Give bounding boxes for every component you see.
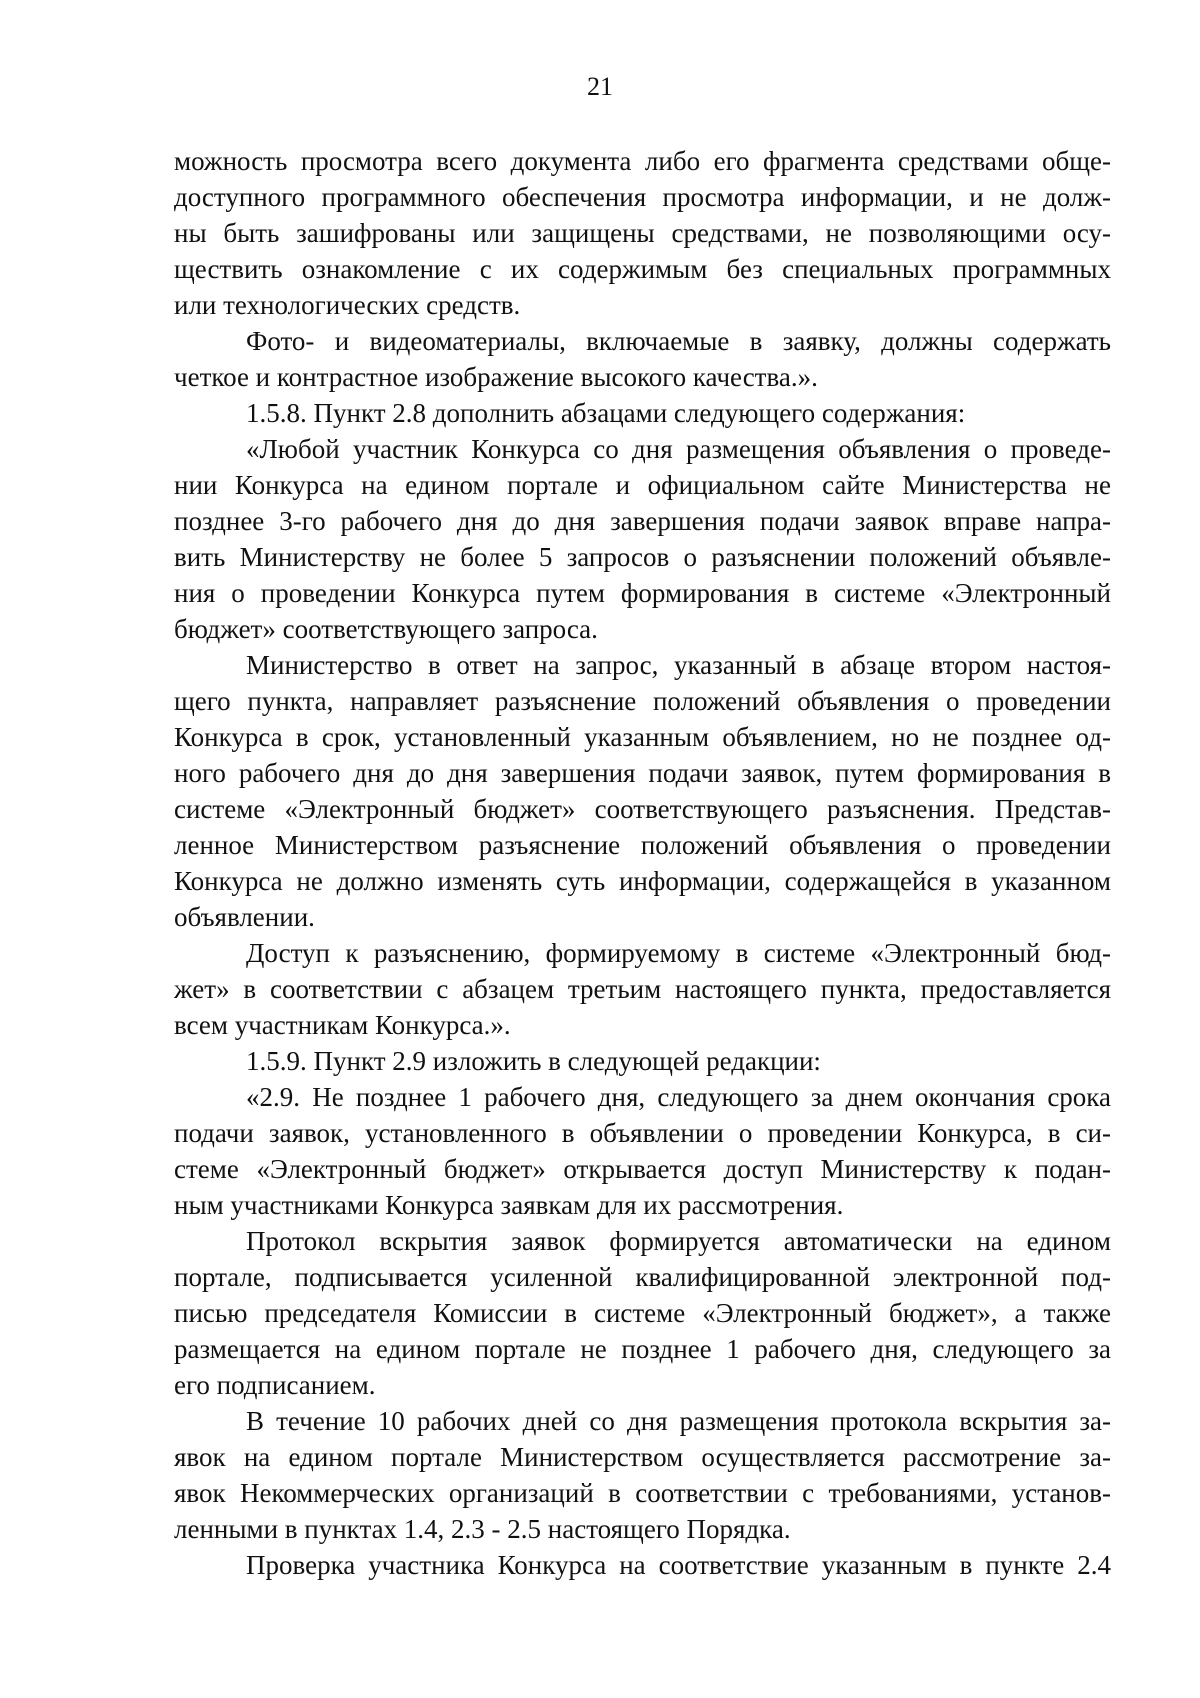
text-line: ленное Министерством разъяснение положений объявления о проведении [174,830,1111,860]
text-line: позднее 3-го рабочего дня до дня завершения подачи заявок вправе напра- [174,506,1111,536]
text-line: 1.5.8. Пункт 2.8 дополнить абзацами следующего содержания: [246,398,966,428]
text-line: вить Министерству не более 5 запросов о разъяснении положений объявле- [174,542,1111,572]
text-line: Проверка участника Конкурса на соответствие указанным в пункте 2.4 [246,1550,1111,1580]
paragraph [174,1223,1111,1403]
text-line: Конкурса не должно изменять суть информации, содержащейся в указанном [174,866,1111,896]
text-line: В течение 10 рабочих дней со дня размещения протокола вскрытия за- [246,1406,1111,1436]
text-line: подачи заявок, установленного в объявлении о проведении Конкурса, в си- [174,1118,1111,1148]
paragraph [174,1403,1111,1547]
text-line: «Любой участник Конкурса со дня размещения объявления о проведе- [246,434,1111,464]
text-line: щего пункта, направляет разъяснение положений объявления о проведении [174,686,1111,716]
text-line: писью председателя Комиссии в системе «Электронный бюджет», а также [174,1298,1111,1328]
page-number: 21 [587,72,613,101]
text-line: бюджет» соответствующего запроса. [174,614,598,644]
text-line: размещается на едином портале не позднее 1 рабочего дня, следующего за [174,1334,1111,1364]
text-line: объявлении. [174,902,315,932]
paragraph [174,1079,1111,1223]
text-line: или технологических средств. [174,290,521,320]
text-line: Протокол вскрытия заявок формируется автоматически на едином [246,1226,1111,1256]
text-line: портале, подписывается усиленной квалифицированной электронной под- [174,1262,1111,1292]
text-line: ществить ознакомление с их содержимым без специальных программных [174,254,1111,284]
text-line: Министерство в ответ на запрос, указанный в абзаце втором настоя- [246,650,1111,680]
text-line: явок Некоммерческих организаций в соответствии с требованиями, установ- [174,1478,1111,1508]
text-line: явок на едином портале Министерством осуществляется рассмотрение за- [174,1442,1111,1472]
text-line: Доступ к разъяснению, формируемому в системе «Электронный бюд- [246,938,1111,968]
text-line: ного рабочего дня до дня завершения подачи заявок, путем формирования в [174,758,1111,788]
paragraph [174,647,1111,935]
text-line: Фото- и видеоматериалы, включаемые в заявку, должны содержать [246,326,1111,356]
text-line: ленными в пунктах 1.4, 2.3 - 2.5 настоящего Порядка. [174,1514,791,1544]
text-line: всем участникам Конкурса.». [174,1010,511,1040]
text-line: ния о проведении Конкурса путем формирования в системе «Электронный [174,578,1111,608]
text-line: ны быть зашифрованы или защищены средствами, не позволяющими осу- [174,218,1111,248]
text-line: четкое и контрастное изображение высокого качества.». [174,362,818,392]
paragraph [174,323,1111,395]
text-line: нии Конкурса на едином портале и официальном сайте Министерства не [174,470,1111,500]
document-body [174,143,1111,1583]
paragraph [174,431,1111,647]
paragraph [174,935,1111,1043]
text-line: «2.9. Не позднее 1 рабочего дня, следующего за днем окончания срока [246,1082,1111,1112]
text-line: доступного программного обеспечения просмотра информации, и не долж- [174,182,1111,212]
text-line: Конкурса в срок, установленный указанным объявлением, но не позднее од- [174,722,1111,752]
paragraph [174,1547,1111,1583]
text-line: 1.5.9. Пункт 2.9 изложить в следующей редакции: [246,1046,821,1076]
text-line: можность просмотра всего документа либо его фрагмента средствами обще- [174,146,1111,176]
paragraph [174,395,1111,431]
text-line: жет» в соответствии с абзацем третьим настоящего пункта, предоставляется [174,974,1111,1004]
paragraph [174,143,1111,323]
text-line: его подписанием. [174,1370,376,1400]
paragraph [174,1043,1111,1079]
text-line: стеме «Электронный бюджет» открывается доступ Министерству к подан- [174,1154,1111,1184]
text-line: системе «Электронный бюджет» соответствующего разъяснения. Представ- [174,794,1111,824]
text-line: ным участниками Конкурса заявкам для их рассмотрения. [174,1190,844,1220]
